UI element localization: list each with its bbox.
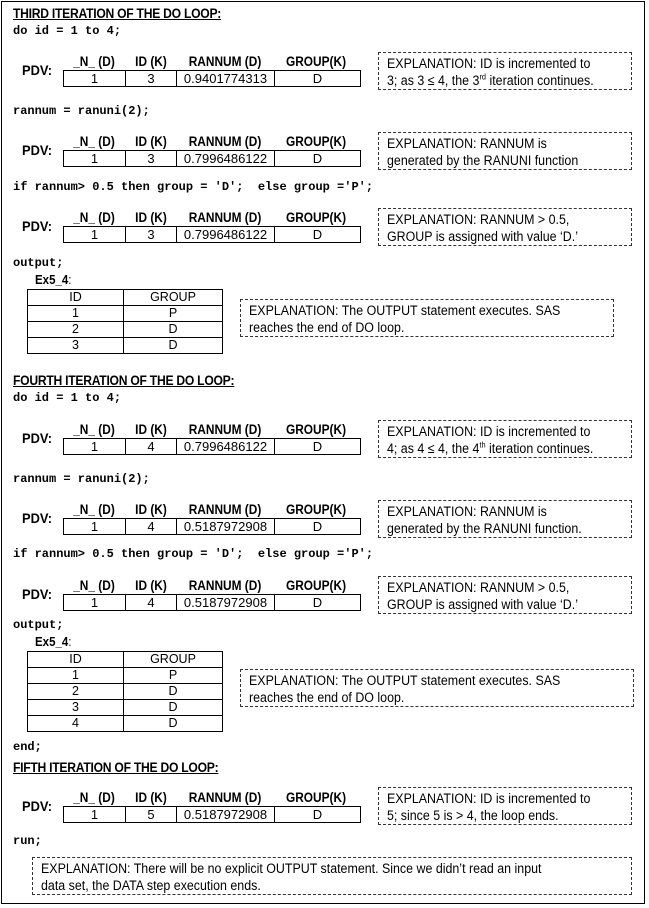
pdv-header-rannum: RANNUM (D) — [188, 210, 262, 225]
dataset-name-colon: : — [68, 635, 72, 649]
pdv-cell-id: 3 — [126, 227, 177, 243]
pdv-header-rannum: RANNUM (D) — [188, 134, 262, 149]
pdv-cell-rannum: 0.7996486122 — [177, 227, 275, 243]
code-do-loop: do id = 1 to 4; — [13, 391, 122, 405]
explanation-line: EXPLANATION: The OUTPUT statement executes. SAS — [249, 303, 561, 318]
section-heading-third: THIRD ITERATION OF THE DO LOOP: — [13, 6, 222, 21]
dataset-name-colon: : — [68, 273, 72, 287]
column-header-group: GROUP — [124, 290, 223, 306]
pdv-cell-rannum: 0.5187972908 — [177, 807, 275, 823]
code-if-statement: if rannum> 0.5 then group = 'D'; else group ='P'; — [13, 180, 374, 194]
pdv-cell-rannum: 0.7996486122 — [177, 439, 275, 455]
explanation-line: GROUP is assigned with value ‘D.’ — [387, 229, 578, 244]
pdv-header-id: ID (K) — [135, 210, 167, 225]
explanation-line: EXPLANATION: ID is incremented to — [387, 424, 591, 439]
pdv-cell-rannum: 0.7996486122 — [177, 151, 275, 167]
pdv-header-group: GROUP(K) — [285, 210, 347, 225]
explanation-line: EXPLANATION: The OUTPUT statement executes. SAS — [249, 673, 561, 688]
pdv-cell-group: D — [275, 151, 361, 167]
pdv-cell-rannum: 0.5187972908 — [177, 595, 275, 611]
explanation-line: EXPLANATION: RANNUM > 0.5, — [387, 580, 570, 595]
cell-group: P — [124, 668, 223, 684]
pdv-cell-n: 1 — [64, 71, 126, 87]
pdv-cell-id: 4 — [126, 439, 177, 455]
pdv-header-n: _N_ (D) — [73, 578, 115, 593]
code-run: run; — [13, 834, 42, 848]
pdv-table — [63, 70, 361, 87]
cell-group: D — [124, 684, 223, 700]
cell-group: D — [124, 338, 223, 354]
dataset-table — [27, 289, 223, 354]
explanation-line: EXPLANATION: RANNUM is — [387, 504, 547, 519]
pdv-header-rannum: RANNUM (D) — [188, 54, 262, 69]
explanation-line: EXPLANATION: ID is incremented to — [387, 56, 591, 71]
pdv-header-id: ID (K) — [135, 134, 167, 149]
table-header-row — [28, 652, 223, 668]
explanation-line: generated by the RANUNI function — [387, 153, 579, 168]
code-end: end; — [13, 740, 42, 754]
explanation-line: reaches the end of DO loop. — [249, 690, 405, 705]
pdv-header-n: _N_ (D) — [73, 54, 115, 69]
cell-group: D — [124, 700, 223, 716]
code-output: output; — [13, 256, 64, 270]
table-row — [28, 684, 223, 700]
pdv-cell-id: 5 — [126, 807, 177, 823]
explanation-box — [240, 299, 614, 337]
pdv-label: PDV: — [22, 142, 53, 158]
explanation-line: GROUP is assigned with value ‘D.’ — [387, 597, 578, 612]
explanation-line: 5; since 5 is > 4, the loop ends. — [387, 808, 559, 823]
cell-id: 3 — [28, 700, 124, 716]
explanation-line: data set, the DATA step execution ends. — [41, 878, 261, 893]
column-header-group: GROUP — [124, 652, 223, 668]
pdv-header-group: GROUP(K) — [285, 134, 347, 149]
dataset-name-text: Ex5_4 — [35, 273, 69, 287]
table-row — [28, 306, 223, 322]
pdv-header-n: _N_ (D) — [73, 134, 115, 149]
table-row — [28, 668, 223, 684]
pdv-header-id: ID (K) — [135, 54, 167, 69]
pdv-label: PDV: — [22, 218, 53, 234]
explanation-text: iteration continues. — [486, 73, 594, 88]
pdv-header-n: _N_ (D) — [73, 790, 115, 805]
code-rannum: rannum = ranuni(2); — [13, 104, 150, 118]
cell-group: P — [124, 306, 223, 322]
pdv-cell-group: D — [275, 227, 361, 243]
pdv-header-id: ID (K) — [135, 790, 167, 805]
section-heading-fourth: FOURTH ITERATION OF THE DO LOOP: — [13, 373, 235, 388]
pdv-cell-rannum: 0.5187972908 — [177, 519, 275, 535]
explanation-box — [378, 576, 632, 614]
table-header-row — [28, 290, 223, 306]
explanation-box — [378, 420, 632, 458]
ordinal-suffix: th — [479, 440, 486, 450]
pdv-table — [63, 150, 361, 167]
cell-id: 2 — [28, 684, 124, 700]
pdv-cell-n: 1 — [64, 439, 126, 455]
pdv-cell-id: 4 — [126, 595, 177, 611]
pdv-label: PDV: — [22, 798, 53, 814]
pdv-cell-group: D — [275, 595, 361, 611]
cell-group: D — [124, 716, 223, 732]
pdv-cell-id: 3 — [126, 71, 177, 87]
pdv-table — [63, 518, 361, 535]
pdv-cell-n: 1 — [64, 595, 126, 611]
pdv-table — [63, 438, 361, 455]
explanation-box — [378, 208, 632, 246]
pdv-table — [63, 226, 361, 243]
pdv-header-n: _N_ (D) — [73, 502, 115, 517]
pdv-header-id: ID (K) — [135, 502, 167, 517]
explanation-box — [378, 787, 632, 825]
explanation-line — [387, 440, 593, 457]
pdv-header-n: _N_ (D) — [73, 422, 115, 437]
explanation-line — [387, 72, 594, 89]
cell-id: 3 — [28, 338, 124, 354]
ordinal-suffix: rd — [479, 72, 487, 82]
pdv-header-id: ID (K) — [135, 578, 167, 593]
explanation-box — [240, 669, 634, 707]
explanation-line: generated by the RANUNI function. — [387, 521, 582, 536]
cell-id: 4 — [28, 716, 124, 732]
code-output: output; — [13, 618, 64, 632]
dataset-table — [27, 651, 223, 732]
pdv-header-group: GROUP(K) — [285, 422, 347, 437]
cell-id: 2 — [28, 322, 124, 338]
pdv-cell-group: D — [275, 71, 361, 87]
table-row — [28, 716, 223, 732]
code-do-loop: do id = 1 to 4; — [13, 24, 122, 38]
explanation-text: 3; as 3 ≤ 4, the 3 — [387, 73, 480, 88]
pdv-header-group: GROUP(K) — [285, 502, 347, 517]
pdv-header-group: GROUP(K) — [285, 578, 347, 593]
dataset-name — [35, 635, 71, 649]
pdv-table — [63, 594, 361, 611]
pdv-header-rannum: RANNUM (D) — [188, 790, 262, 805]
pdv-header-group: GROUP(K) — [285, 790, 347, 805]
pdv-header-rannum: RANNUM (D) — [188, 502, 262, 517]
pdv-label: PDV: — [22, 430, 53, 446]
pdv-cell-group: D — [275, 519, 361, 535]
explanation-box — [378, 132, 632, 170]
table-row — [28, 338, 223, 354]
explanation-box — [32, 857, 632, 895]
pdv-cell-group: D — [275, 807, 361, 823]
explanation-line: EXPLANATION: ID is incremented to — [387, 791, 591, 806]
pdv-cell-n: 1 — [64, 807, 126, 823]
explanation-text: iteration continues. — [485, 441, 594, 456]
column-header-id: ID — [28, 290, 124, 306]
explanation-line: reaches the end of DO loop. — [249, 320, 405, 335]
explanation-line: EXPLANATION: There will be no explicit OUTPUT statement. Since we didn’t read an input — [41, 861, 542, 876]
pdv-label: PDV: — [22, 586, 53, 602]
table-row — [28, 700, 223, 716]
pdv-header-rannum: RANNUM (D) — [188, 578, 262, 593]
pdv-cell-n: 1 — [64, 519, 126, 535]
pdv-header-id: ID (K) — [135, 422, 167, 437]
explanation-box — [378, 500, 632, 538]
cell-group: D — [124, 322, 223, 338]
dataset-name — [35, 273, 71, 287]
pdv-cell-n: 1 — [64, 227, 126, 243]
code-if-statement: if rannum> 0.5 then group = 'D'; else group ='P'; — [13, 547, 374, 561]
pdv-header-n: _N_ (D) — [73, 210, 115, 225]
code-rannum: rannum = ranuni(2); — [13, 472, 150, 486]
pdv-label: PDV: — [22, 62, 53, 78]
column-header-id: ID — [28, 652, 124, 668]
pdv-header-group: GROUP(K) — [285, 54, 347, 69]
dataset-name-text: Ex5_4 — [35, 635, 69, 649]
explanation-box — [378, 52, 632, 90]
explanation-line: EXPLANATION: RANNUM is — [387, 136, 547, 151]
table-row — [28, 322, 223, 338]
explanation-line: EXPLANATION: RANNUM > 0.5, — [387, 212, 570, 227]
pdv-header-rannum: RANNUM (D) — [188, 422, 262, 437]
pdv-cell-group: D — [275, 439, 361, 455]
pdv-cell-id: 4 — [126, 519, 177, 535]
pdv-label: PDV: — [22, 510, 53, 526]
cell-id: 1 — [28, 668, 124, 684]
pdv-cell-n: 1 — [64, 151, 126, 167]
pdv-cell-id: 3 — [126, 151, 177, 167]
pdv-cell-rannum: 0.9401774313 — [177, 71, 275, 87]
cell-id: 1 — [28, 306, 124, 322]
explanation-text: 4; as 4 ≤ 4, the 4 — [387, 441, 480, 456]
pdv-table — [63, 806, 361, 823]
section-heading-fifth: FIFTH ITERATION OF THE DO LOOP: — [13, 760, 219, 775]
